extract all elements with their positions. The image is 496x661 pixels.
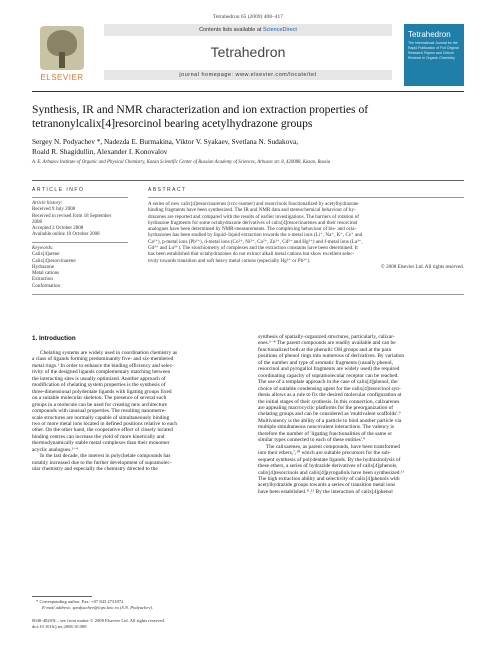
text-line: on a suitable molecular skeleton. The presence of several such [32, 395, 167, 402]
text-line: thesis allows as a rule to fix the desired molecular configuration at [258, 392, 402, 399]
footnote-rule [32, 596, 92, 597]
contents-banner [104, 24, 392, 36]
article-info-heading: ARTICLE INFO [32, 187, 85, 193]
keyword-item[interactable]: Hydrazone [32, 264, 54, 270]
intro-left-column [32, 350, 238, 473]
text-line: acetylhydrazide groups towards a series of transition metal ions [258, 482, 396, 489]
text-line: multiple simultaneous noncovalent interactions. The valency is [258, 424, 394, 431]
text-line: a class of ligands forming predominantly five- and six-membered [32, 356, 174, 363]
text-line: enes.⁵⁻⁸ The parent compounds are readily available and can be [258, 340, 396, 347]
text-line: of the number and type of aromatic fragments (usually phenol, [258, 359, 394, 366]
text-line: modification of chelating system properties is the synthesis of [32, 382, 166, 389]
abstract-line: A series of new calix[4]resorcinarenes (rccc-isomer) and resorcinols functionalized by acetylhydrazone [148, 201, 359, 207]
abstract-line: Ca²⁺), p-metal ions (Pb²⁺), d-metal ions (Co²⁺, Ni²⁺, Cu²⁺, Zn²⁺, Cd²⁺ and Hg²⁺) and f-metal ions (La³⁺, [148, 238, 363, 245]
history-item: Accepted 2 October 2008 [32, 226, 84, 232]
email-address[interactable]: E-mail address: spodyachev@iopc.knc.ru (S.N. Podyachev). [42, 605, 154, 610]
text-line: scale structures are normally capable of simultaneously binding [32, 414, 170, 421]
abstract-line: drazones are reported and compared with the results of earlier investigations. The barriers of rotation of [148, 213, 359, 220]
text-line: choice of suitable condensing agent for the calix[4]resorcinol syn- [258, 385, 401, 392]
cover-subtitle: The International Journal for the Rapid Publication of Full Original Research Papers and Critical Reviews in Organic Chemistry [408, 41, 459, 60]
text-line: metal rings.¹ In order to enhance the binding efficiency and selec- [32, 362, 174, 369]
text-line: groups in a molecule can be used for creating new architecture [32, 401, 168, 408]
corresponding-author: * Corresponding author. Fax: +07 843 2731872. [36, 599, 125, 604]
text-line: into their ethers,⁷,¹⁰ which are suitable precursors for the sub- [258, 450, 391, 457]
issn-line: 0040-4020/$ – see front matter © 2008 Elsevier Ltd. All rights reserved. [32, 618, 165, 623]
abstract-line: has been established that octahydrazones do not extract alkali metal cations but show excellent selec- [148, 251, 355, 258]
text-line: synthesis of spatially-organized structures, particularly, calixar- [258, 334, 395, 340]
keywords-block [32, 246, 132, 290]
elsevier-tree-icon [40, 26, 84, 70]
abstract-body [148, 201, 464, 270]
text-line: thermodynamically stable metal complexes than their monomer [32, 440, 170, 447]
text-line: Multivalency is the ability of a particle to bind another particle via [258, 417, 402, 424]
article-info-rule [32, 197, 128, 198]
abstract-line: tivity towards transition and soft heavy metal cations (especially Hg²⁺ or Pb²⁺). [148, 257, 311, 264]
article-title: Synthesis, IR and NMR characterization and ion extraction properties of tetranonylcalix[4]resorcinol bearing acetylhydrazone groups [32, 103, 369, 130]
text-line: sequent synthesis of polydentate ligands. By the hydrazinolysis of [258, 456, 401, 463]
text-line: coordinating capacity of supramolecular receptor can be reached. [258, 372, 399, 379]
copyright: © 2008 Elsevier Ltd. All rights reserved. [380, 263, 464, 270]
abstract-line: analogues have been determined by NMR-measurements. The complexing behaviour of bis- and octa- [148, 226, 357, 233]
sciencedirect-link[interactable]: ScienceDirect [262, 27, 297, 33]
text-line: similar types connected to each of these entities'.⁹ [258, 437, 366, 444]
publisher-logo[interactable] [32, 24, 92, 86]
text-line: two or more metal ions located in defined positions relative to each [32, 420, 178, 427]
authors-line-2[interactable]: Roald R. Shagidullin, Alexander I. Konovalov [32, 147, 168, 156]
text-line: The calixarenes, as parent compounds, have been transformed [266, 443, 400, 450]
contents-prefix: Contents lists available at [199, 27, 263, 33]
affiliation: A. E. Arbuzov Institute of Organic and Physical Chemistry, Kazan Scientific Center of Russian Academy of Sciences, Arbuzov str. 8, 420088, Kazan, Russia [32, 160, 331, 165]
keyword-item[interactable]: Extraction [32, 277, 53, 283]
journal-title: Tetrahedron [210, 44, 286, 60]
text-line: these ethers, a series of hydrazide derivatives of calix[4]phenols, [258, 463, 398, 470]
text-line: the interacting sites is usually optimized. Another approach of [32, 375, 166, 382]
history-item: 2008 [32, 219, 42, 225]
text-line: acyclic analogues.²⁻⁴ [32, 446, 78, 453]
keywords-rule [32, 242, 128, 243]
authors-line-1[interactable]: Sergey N. Podyachev *, Nadezda E. Burmakina, Viktor V. Syakaev, Svetlana N. Sudakova, [32, 137, 299, 146]
keyword-item[interactable]: Conformation [32, 283, 61, 289]
abstract-line: hydrazone fragments for some octahydrazone derivatives of calix[4]resorcinarenes and their resorcinol [148, 219, 358, 226]
history-item: Received 9 July 2008 [32, 207, 76, 213]
history-item: Available online 10 October 2008 [32, 232, 100, 238]
text-line: the initial stages of their synthesis. In this connection, calixarenes [258, 398, 400, 405]
text-line: three-dimensional polydentate ligands with ligating groups fixed [32, 388, 172, 395]
text-line: are appealing macrocyclic platforms for the preorganization of [258, 404, 394, 411]
history-label: Article history: [32, 201, 63, 206]
header-center [104, 24, 392, 86]
text-line: In the last decade, the interest in polychelate compounds has [40, 453, 171, 460]
keyword-item[interactable]: Calix[4]arene [32, 252, 60, 258]
text-line: therefore the number of 'ligating functionalities of the same or [258, 430, 393, 437]
journal-homepage-link[interactable]: journal homepage: www.elsevier.com/locate/tet [104, 70, 392, 80]
doi-link[interactable]: doi:10.1016/j.tet.2008.10.008 [32, 624, 87, 629]
text-line: functionalized both at the phenolic OH groups and at the para [258, 346, 391, 353]
text-line: ular chemistry and especially the chemistry directed to the [32, 466, 158, 473]
abstract-heading: ABSTRACT [148, 187, 187, 193]
text-line: compounds with unusual properties. The resulting nanometre- [32, 408, 166, 415]
journal-header [32, 24, 464, 86]
section-heading-introduction: 1. Introduction [32, 335, 76, 342]
abstract-rule [148, 197, 464, 198]
text-line: calix[4]resorcinols and calix[4]pyrogallols have been synthesized.¹¹ [258, 469, 405, 476]
abstract-line: binding fragments have been synthesized. The IR and NMR data and stereochemical behaviour of hy- [148, 207, 356, 214]
text-line: Chelating systems are widely used in coordination chemistry as [40, 350, 178, 356]
text-line: tivity of the designed ligands complementary matching between [32, 369, 171, 376]
text-line: notably increased due to the further development of supramolec- [32, 459, 172, 466]
cover-title: Tetrahedron [408, 30, 451, 39]
text-line: chelating groups and can be considered as 'multivalent scaffolds'.⁹ [258, 411, 401, 418]
history-item: Received in revised form 18 September [32, 213, 112, 219]
keyword-item[interactable]: Calix[4]resorcinarene [32, 258, 76, 264]
journal-cover-image[interactable] [404, 24, 464, 86]
footnote [32, 599, 238, 611]
text-line: have been established.¹¹,¹² By the interaction of calix[4]phenol [258, 488, 393, 495]
keyword-item[interactable]: Metal cations [32, 271, 60, 277]
author-list [32, 137, 464, 157]
abstract-bottom-rule [32, 294, 464, 295]
text-line: binding centres can increase the yield of more kinetically and [32, 433, 165, 440]
journal-citation: Tetrahedron 65 (2009) 408–417 [212, 14, 284, 20]
publisher-name: ELSEVIER [40, 73, 84, 82]
text-line: other. On the other hand, the cooperative effect of closely located [32, 427, 173, 434]
title-divider [32, 180, 464, 181]
abstract-line: Gd³⁺ and Lu³⁺). The stoichiometry of complexes and the extraction constants have been determined. It [148, 245, 358, 252]
article-history [32, 201, 132, 239]
text-line: The high extraction ability and selectivity of calix[4]phenols with [258, 475, 400, 482]
text-line: The use of a template approach in the case of calix[4]phenol, the [258, 379, 398, 386]
abstract-line: hydrazones has been studied by liquid–liquid extraction towards the s-metal ions (Li⁺, Na⁺, K⁺, Cs⁺ and [148, 232, 363, 239]
text-line: positions of phenol rings into numerous of derivatives. By variation [258, 353, 405, 360]
keywords-label: Keywords: [32, 246, 54, 251]
intro-right-column [258, 334, 464, 495]
text-line: resorcinol and pyrogallol fragments are widely used) the required [258, 366, 400, 373]
publication-info [32, 618, 332, 630]
header-divider [32, 91, 464, 92]
